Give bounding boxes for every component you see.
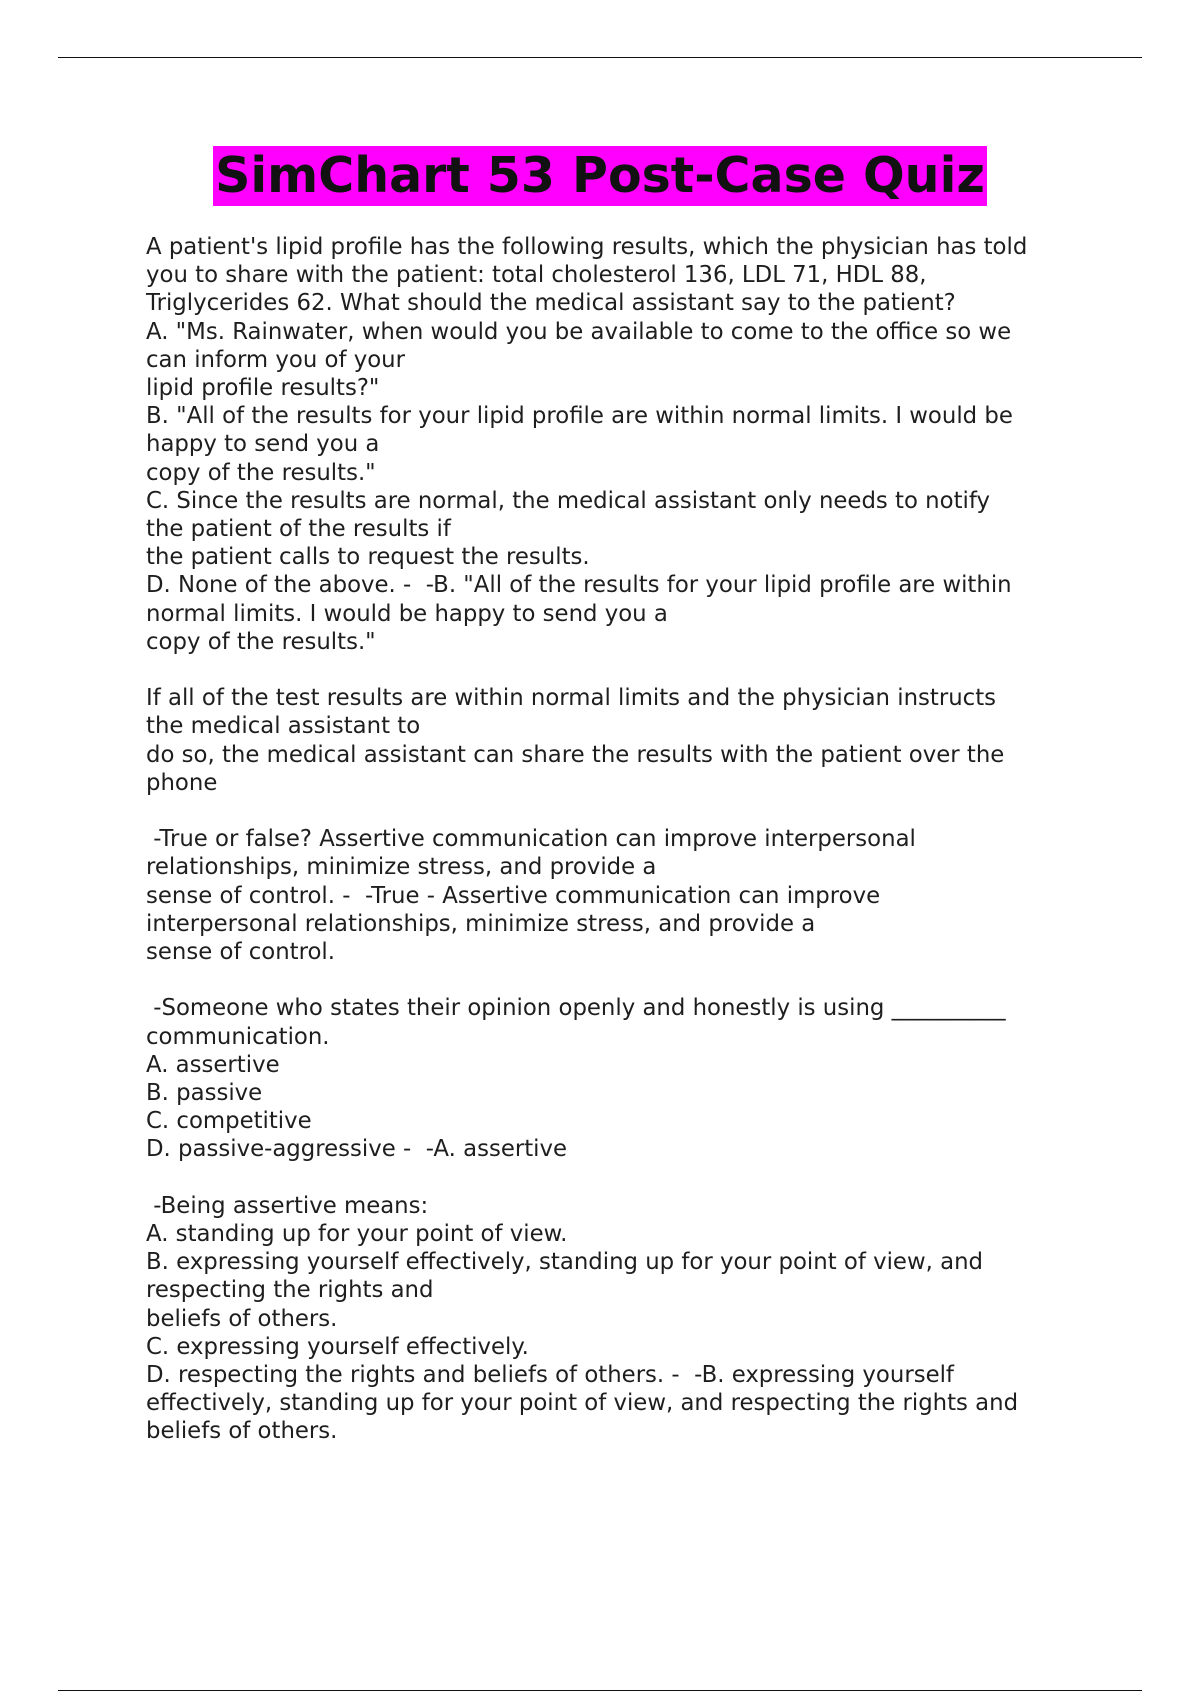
question-block [146, 825, 1106, 966]
text-line: C. Since the results are normal, the medical assistant only needs to notify [146, 487, 990, 514]
text-line: normal limits. I would be happy to send you a [146, 600, 668, 627]
question-block [146, 684, 1106, 797]
text-line: copy of the results." [146, 459, 376, 486]
text-line: -True or false? Assertive communication can improve interpersonal [146, 826, 916, 853]
text-line: A patient's lipid profile has the following results, which the physician has told [146, 234, 1028, 260]
title-container [0, 146, 1200, 206]
document-title: SimChart 53 Post-Case Quiz [215, 147, 985, 204]
text-line: A. assertive [146, 1051, 280, 1078]
text-line: sense of control. - -True - Assertive communication can improve [146, 882, 881, 909]
text-line: -Someone who states their opinion openly and honestly is using __________ [146, 995, 1006, 1022]
bottom-divider [58, 1690, 1142, 1691]
text-line: do so, the medical assistant can share the results with the patient over the [146, 741, 1005, 768]
text-line: the patient of the results if [146, 516, 451, 543]
text-line: If all of the test results are within normal limits and the physician instructs [146, 685, 997, 712]
top-divider [58, 57, 1142, 58]
text-line: sense of control. [146, 939, 335, 966]
text-line: D. respecting the rights and beliefs of others. - -B. expressing yourself [146, 1362, 954, 1389]
text-line: D. None of the above. - -B. "All of the results for your lipid profile are within [146, 572, 1012, 599]
document-body [146, 233, 1106, 1446]
text-line: B. "All of the results for your lipid profile are within normal limits. I would be [146, 403, 1013, 430]
text-line: the medical assistant to [146, 713, 421, 740]
text-line: Triglycerides 62. What should the medical assistant say to the patient? [146, 290, 956, 317]
text-line: happy to send you a [146, 431, 380, 458]
text-line: C. expressing yourself effectively. [146, 1333, 529, 1360]
question-block [146, 994, 1106, 1163]
text-line: effectively, standing up for your point of view, and respecting the rights and [146, 1390, 1019, 1417]
paragraph-gap [146, 656, 1106, 684]
text-line: communication. [146, 1023, 330, 1050]
text-line: beliefs of others. [146, 1418, 338, 1445]
text-line: lipid profile results?" [146, 375, 380, 402]
text-line: B. expressing yourself effectively, standing up for your point of view, and [146, 1249, 983, 1276]
text-line: B. passive [146, 1080, 263, 1107]
text-line: the patient calls to request the results. [146, 544, 590, 571]
paragraph-gap [146, 966, 1106, 994]
text-line: interpersonal relationships, minimize stress, and provide a [146, 910, 816, 937]
paragraph-gap [146, 797, 1106, 825]
question-block [146, 1192, 1106, 1446]
text-line: respecting the rights and [146, 1277, 434, 1304]
text-line: beliefs of others. [146, 1305, 338, 1332]
text-line: A. "Ms. Rainwater, when would you be available to come to the office so we [146, 318, 1012, 345]
question-block [146, 233, 1106, 656]
text-line: -Being assertive means: [146, 1192, 429, 1219]
text-line: can inform you of your [146, 346, 405, 373]
text-line: D. passive-aggressive - -A. assertive [146, 1136, 568, 1163]
paragraph-gap [146, 1164, 1106, 1192]
text-line: you to share with the patient: total cholesterol 136, LDL 71, HDL 88, [146, 262, 927, 289]
text-line: copy of the results." [146, 628, 376, 655]
text-line: phone [146, 769, 218, 796]
text-line: C. competitive [146, 1108, 312, 1135]
text-line: A. standing up for your point of view. [146, 1221, 568, 1248]
text-line: relationships, minimize stress, and provide a [146, 854, 657, 881]
